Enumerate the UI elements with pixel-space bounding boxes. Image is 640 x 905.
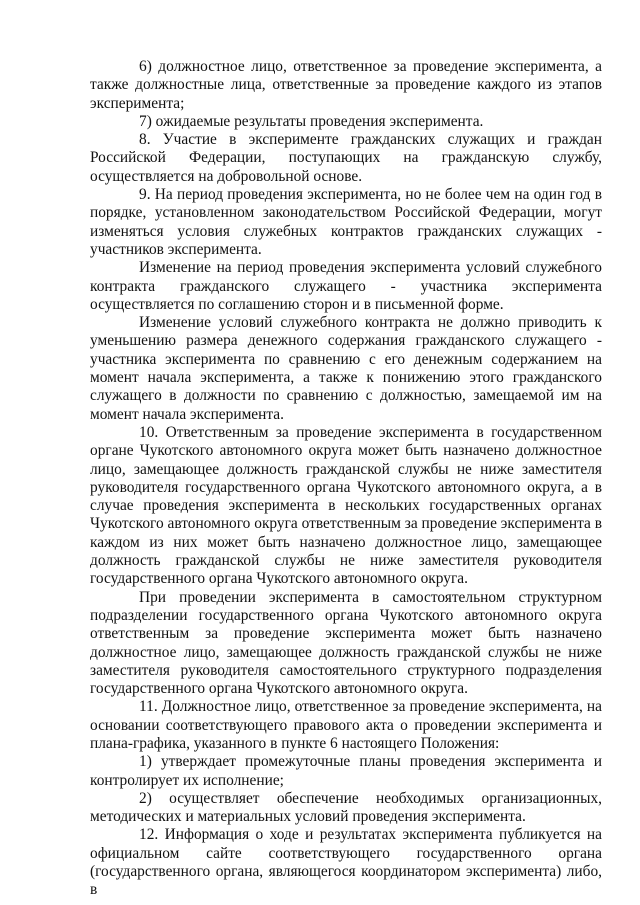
paragraph-contract-change-limits: Изменение условий служебного контракта не должно приводить к уменьшению размера денежного содержания гражданского служащего - участника эксперимента по сравнению с его денежным содержанием на момент начала эксперимента, а также к понижению этого гражданского служащего в должности по сравнению с должностью, замещаемой им на момент начала эксперимента. (90, 314, 602, 423)
paragraph-clause-12: 12. Информация о ходе и результатах эксперимента публикуется на официальном сайте соответствующего государственного органа (государственного органа, являющегося координатором эксперимента) либо, в (90, 826, 602, 899)
paragraph-structural-subdivision: При проведении эксперимента в самостоятельном структурном подразделении государственного органа Чукотского автономного округа ответственным за проведение эксперимента может быть назначено должностное лицо, замещающее должность гражданской службы не ниже заместителя руководителя самостоятельного структурного подразделения государственного органа Чукотского автономного округа. (90, 588, 602, 698)
paragraph-clause-8: 8. Участие в эксперименте гражданских служащих и граждан Российской Федерации, поступающих на гражданскую службу, осуществляется на добровольной основе. (90, 131, 602, 185)
paragraph-item-1-approves-plans: 1) утверждает промежуточные планы проведения эксперимента и контролирует их исполнение; (90, 753, 602, 789)
paragraph-clause-10: 10. Ответственным за проведение эксперимента в государственном органе Чукотского автономного округа может быть назначено должностное лицо, замещающее должность гражданской службы не ниже заместителя руководителя государственного органа Чукотского автономного округа, а в случае проведения эксперимента в нескольких государственных органах Чукотского автономного округа ответственным за проведение эксперимента в каждом из них может быть назначено должностное лицо, замещающее должность гражданской службы не ниже заместителя руководителя государственного органа Чукотского автономного округа. (90, 423, 602, 588)
paragraph-contract-change: Изменение на период проведения эксперимента условий служебного контракта гражданского служащего - участника эксперимента осуществляется по соглашению сторон и в письменной форме. (90, 259, 602, 313)
paragraph-item-7-expected-results: 7) ожидаемые результаты проведения эксперимента. (139, 112, 484, 130)
document-page (90, 58, 602, 900)
paragraph-clause-9: 9. На период проведения эксперимента, но не более чем на один год в порядке, установленном законодательством Российской Федерации, могут изменяться условия служебных контрактов гражданских служащих - участников эксперимента. (90, 186, 602, 258)
paragraph-clause-11: 11. Должностное лицо, ответственное за проведение эксперимента, на основании соответствующего правового акта о проведении эксперимента и плана-графика, указанного в пункте 6 настоящего Положения: (90, 698, 602, 752)
paragraph-item-6-official: 6) должностное лицо, ответственное за проведение эксперимента, а также должностные лица, ответственные за проведение каждого из этапов эксперимента; (90, 58, 602, 112)
paragraph-item-2-provides-conditions: 2) осуществляет обеспечение необходимых организационных, методических и материальных условий проведения эксперимента. (90, 789, 602, 826)
